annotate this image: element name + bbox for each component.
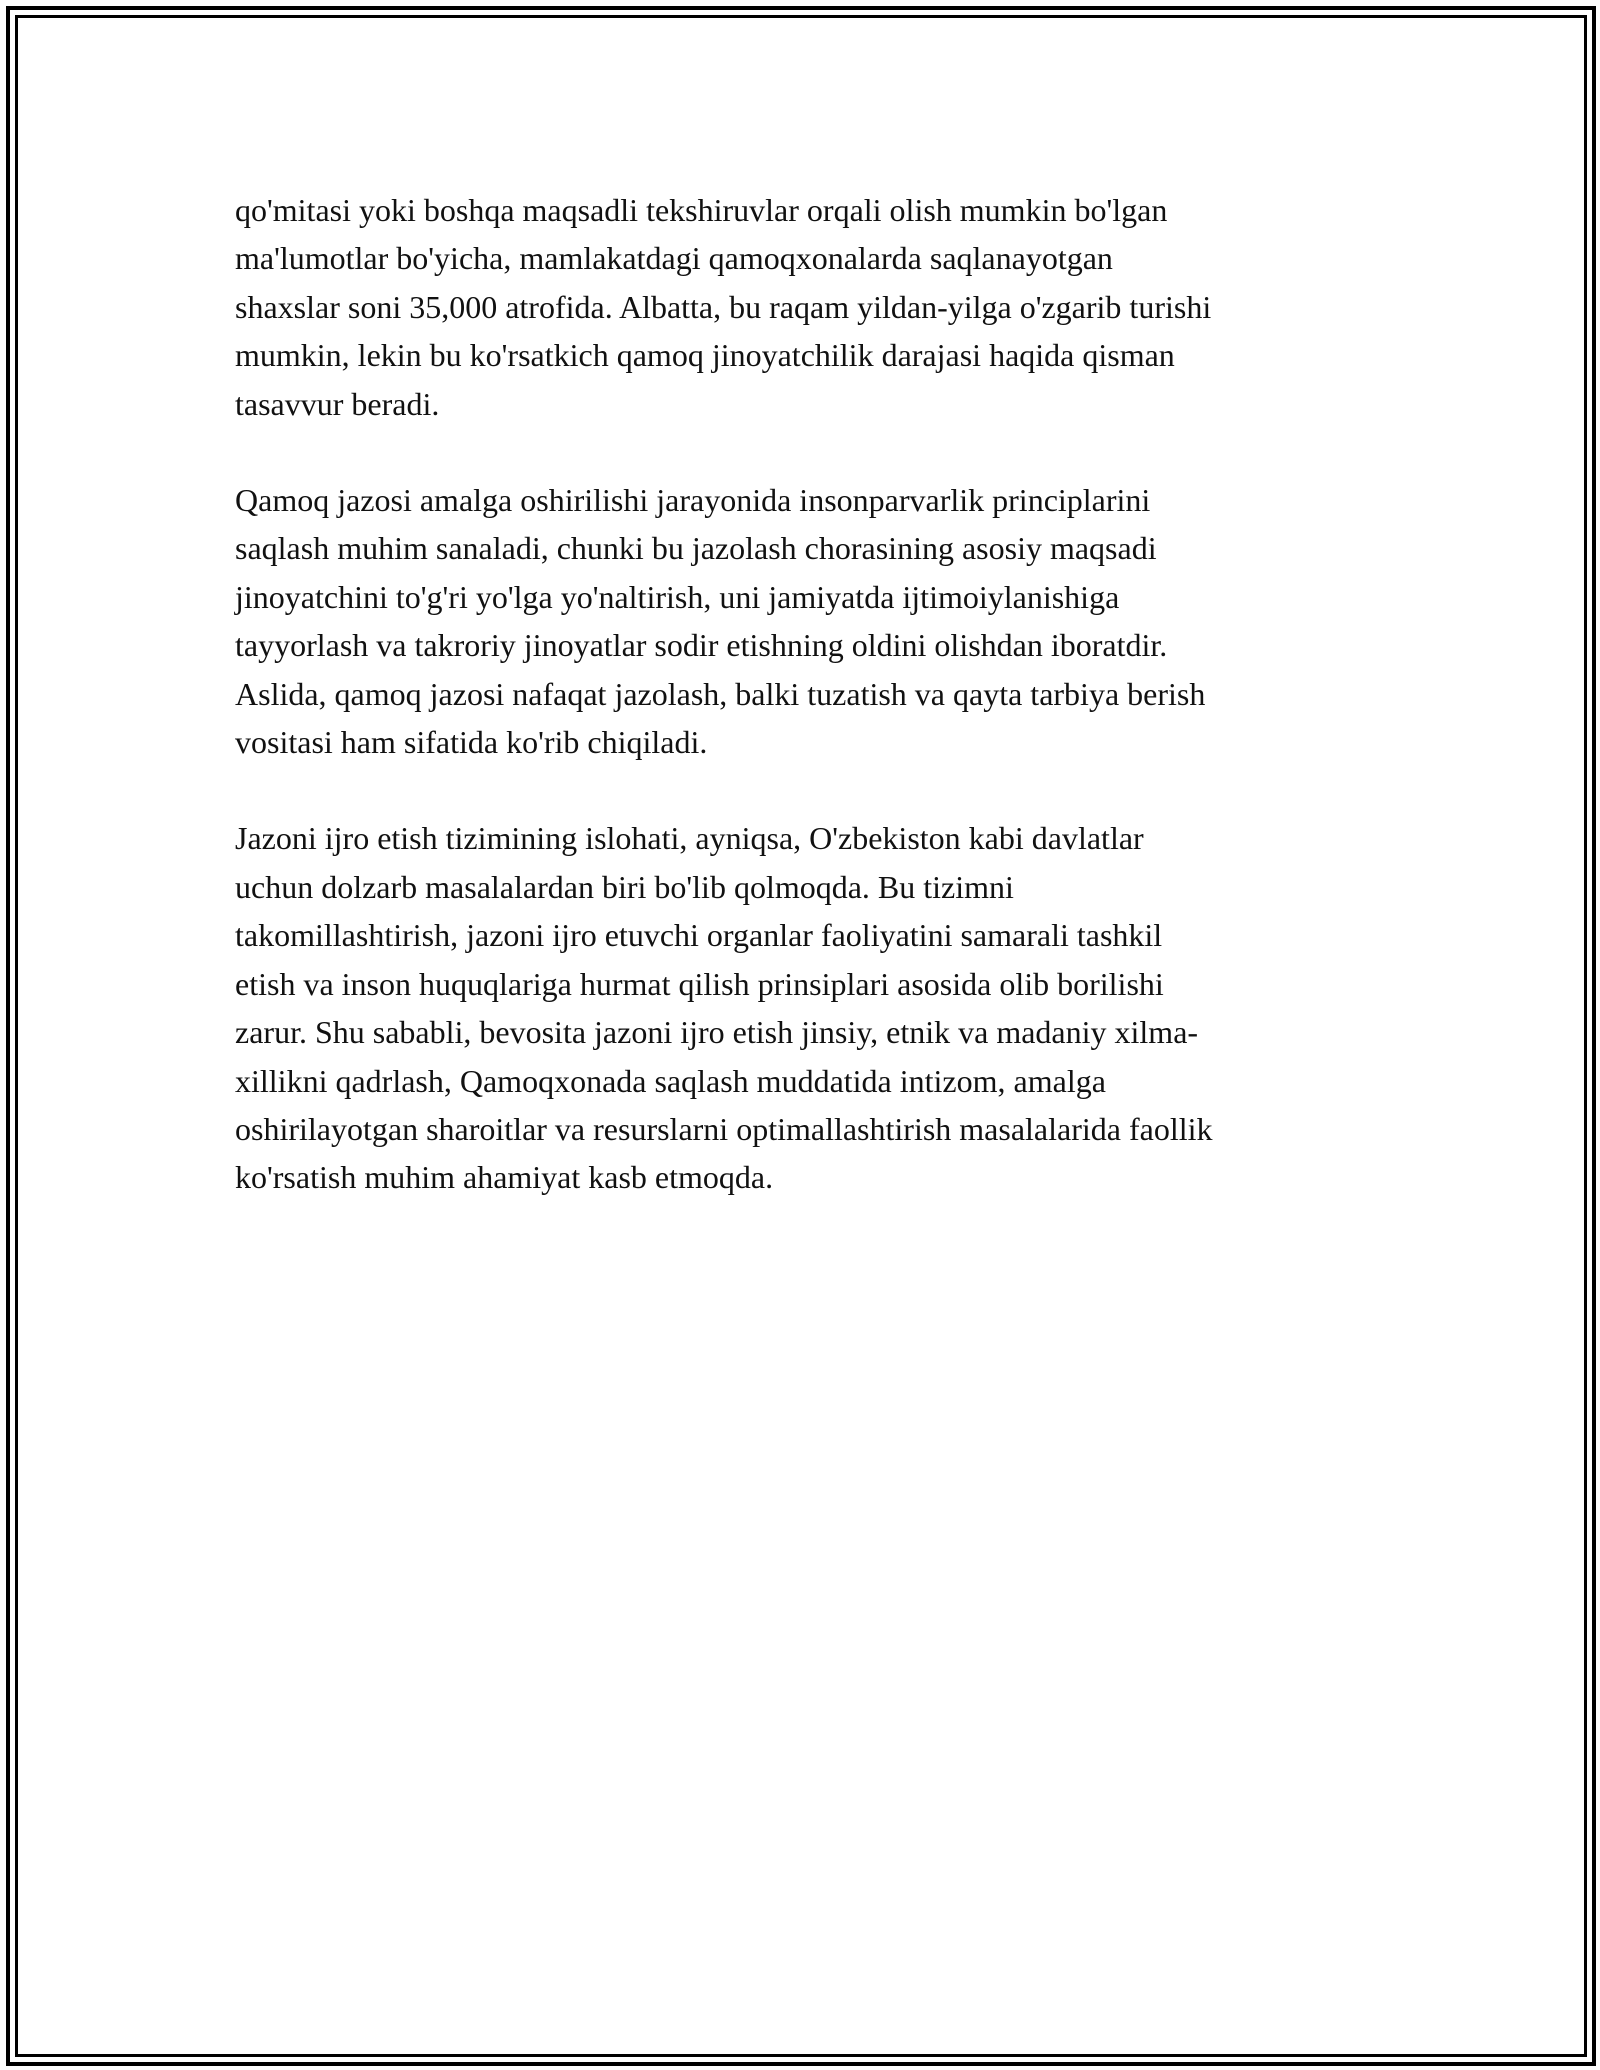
- paragraph-1: qo'mitasi yoki boshqa maqsadli tekshiruvlar orqali olish mumkin bo'lgan ma'lumotlar bo'yicha, mamlakatdagi qamoqxonalarda saqlanayotgan shaxslar soni 35,000 atrofida. Albatta, bu raqam yildan-yilga o'zgarib turishi mumkin, lekin bu ko'rsatkich qamoq jinoyatchilik darajasi haqida qisman tasavvur beradi.: [235, 192, 1212, 422]
- paragraph-2: Qamoq jazosi amalga oshirilishi jarayonida insonparvarlik principlarini saqlash muhim sanaladi, chunki bu jazolash chorasining asosiy maqsadi jinoyatchini to'g'ri yo'lga yo'naltirish, uni jamiyatda ijtimoiylanishiga tayyorlash va takroriy jinoyatlar sodir etishning oldini olishdan iboratdir. Aslida, qamoq jazosi nafaqat jazolash, balki tuzatish va qayta tarbiya berish vositasi ham sifatida ko'rib chiqiladi.: [235, 482, 1206, 761]
- paragraph-3: Jazoni ijro etish tizimining islohati, ayniqsa, O'zbekiston kabi davlatlar uchun dolzarb masalalardan biri bo'lib qolmoqda. Bu tizimni takomillashtirish, jazoni ijro etuvchi organlar faoliyatini samarali tashkil etish va inson huquqlariga hurmat qilish prinsiplari asosida olib borilishi zarur. Shu sababli, bevosita jazoni ijro etish jinsiy, etnik va madaniy xilma- xillikni qadrlash, Qamoqxonada saqlash muddatida intizom, amalga oshirilayotgan sharoitlar va resurslarni optimallashtirish masalalarida faollik ko'rsatish muhim ahamiyat kasb etmoqda.: [235, 820, 1213, 1196]
- document-body: [235, 186, 1365, 1250]
